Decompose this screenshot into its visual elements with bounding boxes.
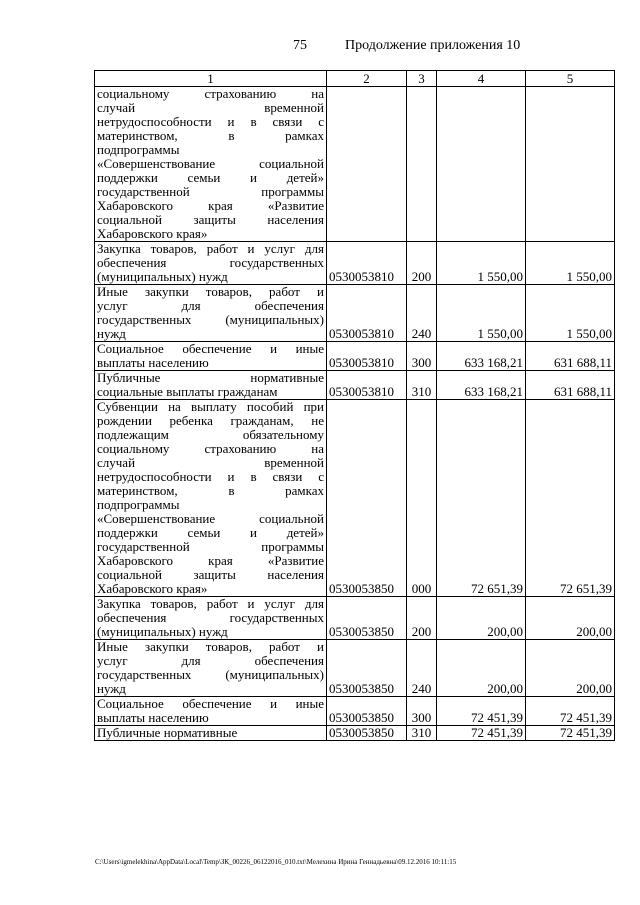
row-vr-cell: 310 xyxy=(407,726,437,741)
row-vr-cell xyxy=(407,87,437,242)
row-name-line: случай временной xyxy=(97,455,324,470)
row-name-line: подпрограммы xyxy=(97,497,180,512)
row-code-cell: 0530053850 xyxy=(327,640,407,697)
row-code-cell: 0530053810 xyxy=(327,371,407,400)
row-name-line: социальному страхованию на xyxy=(97,86,324,101)
row-code-cell xyxy=(327,87,407,242)
row-vr-cell: 240 xyxy=(407,285,437,342)
row-name-line: выплаты населению xyxy=(97,710,209,725)
row-name-cell xyxy=(95,640,327,697)
row-name-line: Публичные нормативные xyxy=(97,725,238,740)
row-value-5-cell: 631 688,11 xyxy=(526,371,615,400)
row-code-cell: 0530053810 xyxy=(327,285,407,342)
table-row xyxy=(95,400,615,597)
row-vr-cell: 000 xyxy=(407,400,437,597)
table-row xyxy=(95,597,615,640)
column-header-3: 3 xyxy=(407,71,437,87)
row-name-line: Хабаровского края» xyxy=(97,581,208,596)
row-name-line: социальной защиты населения xyxy=(97,212,324,227)
column-header-4: 4 xyxy=(437,71,526,87)
row-name-cell xyxy=(95,285,327,342)
table-row xyxy=(95,697,615,726)
row-name-line: «Совершенствование социальной xyxy=(97,156,324,171)
row-vr-cell: 240 xyxy=(407,640,437,697)
row-name-line: государственной программы xyxy=(97,184,324,199)
row-name-cell xyxy=(95,242,327,285)
row-code-cell: 0530053810 xyxy=(327,242,407,285)
row-name-line: социальной защиты населения xyxy=(97,567,324,582)
row-name-line: Социальное обеспечение и иные xyxy=(97,341,324,356)
row-value-4-cell: 633 168,21 xyxy=(437,342,526,371)
row-name-cell xyxy=(95,400,327,597)
row-name-line: Закупка товаров, работ и услуг для xyxy=(97,241,324,256)
row-value-5-cell: 72 451,39 xyxy=(526,726,615,741)
row-name-line: услуг для обеспечения xyxy=(97,653,324,668)
column-header-1: 1 xyxy=(95,71,327,87)
row-name-line: (муниципальных) нужд xyxy=(97,624,228,639)
row-name-line: Иные закупки товаров, работ и xyxy=(97,284,324,299)
row-name-cell xyxy=(95,697,327,726)
row-value-4-cell: 1 550,00 xyxy=(437,285,526,342)
row-vr-cell: 300 xyxy=(407,342,437,371)
table-row xyxy=(95,640,615,697)
row-value-5-cell: 72 651,39 xyxy=(526,400,615,597)
appendix-continuation-title: Продолжение приложения 10 xyxy=(345,38,521,53)
row-name-line: материнством, в рамках xyxy=(97,128,324,143)
row-code-cell: 0530053850 xyxy=(327,400,407,597)
row-name-line: поддержки семьи и детей» xyxy=(97,170,324,185)
row-value-4-cell: 72 451,39 xyxy=(437,697,526,726)
row-value-5-cell: 1 550,00 xyxy=(526,242,615,285)
row-name-line: рождении ребенка гражданам, не xyxy=(97,413,324,428)
row-name-line: обеспечения государственных xyxy=(97,610,324,625)
row-code-cell: 0530053850 xyxy=(327,597,407,640)
row-name-line: нужд xyxy=(97,681,126,696)
row-name-line: случай временной xyxy=(97,100,324,115)
row-code-cell: 0530053810 xyxy=(327,342,407,371)
row-name-line: выплаты населению xyxy=(97,355,209,370)
row-name-line: социальному страхованию на xyxy=(97,441,324,456)
table-row xyxy=(95,342,615,371)
row-name-line: Хабаровского края» xyxy=(97,226,208,241)
row-name-line: социальные выплаты гражданам xyxy=(97,384,278,399)
row-value-5-cell: 72 451,39 xyxy=(526,697,615,726)
row-value-4-cell: 1 550,00 xyxy=(437,242,526,285)
row-vr-cell: 310 xyxy=(407,371,437,400)
column-header-5: 5 xyxy=(526,71,615,87)
row-name-line: нужд xyxy=(97,326,126,341)
budget-table xyxy=(94,70,615,741)
row-name-line: Хабаровского края «Развитие xyxy=(97,553,324,568)
table-row xyxy=(95,371,615,400)
row-name-cell xyxy=(95,87,327,242)
row-value-4-cell xyxy=(437,87,526,242)
row-vr-cell: 200 xyxy=(407,242,437,285)
row-name-line: Субвенции на выплату пособий при xyxy=(97,399,324,414)
row-name-line: Закупка товаров, работ и услуг для xyxy=(97,596,324,611)
table-row xyxy=(95,242,615,285)
page-header xyxy=(0,38,640,58)
row-value-5-cell: 200,00 xyxy=(526,597,615,640)
table-row xyxy=(95,285,615,342)
row-name-line: материнством, в рамках xyxy=(97,483,324,498)
row-name-line: (муниципальных) нужд xyxy=(97,269,228,284)
row-name-line: услуг для обеспечения xyxy=(97,298,324,313)
row-name-cell xyxy=(95,371,327,400)
row-name-line: государственных (муниципальных) xyxy=(97,667,324,682)
row-name-line: обеспечения государственных xyxy=(97,255,324,270)
row-name-cell xyxy=(95,342,327,371)
row-value-4-cell: 72 451,39 xyxy=(437,726,526,741)
document-path-footer: C:\Users\igmelekhina\AppData\Local\Temp\ЗК_00226_06122016_010.txt\Мелехина Ирина Геннадьевна\09.12.2016 10:11:15 xyxy=(95,858,457,866)
row-code-cell: 0530053850 xyxy=(327,697,407,726)
table-row xyxy=(95,726,615,741)
row-name-line: поддержки семьи и детей» xyxy=(97,525,324,540)
row-name-line: подлежащим обязательному xyxy=(97,427,324,442)
column-number-row xyxy=(95,71,615,87)
row-vr-cell: 300 xyxy=(407,697,437,726)
row-code-cell: 0530053850 xyxy=(327,726,407,741)
row-value-5-cell: 200,00 xyxy=(526,640,615,697)
row-name-line: «Совершенствование социальной xyxy=(97,511,324,526)
row-name-cell xyxy=(95,597,327,640)
row-value-4-cell: 72 651,39 xyxy=(437,400,526,597)
row-name-line: Иные закупки товаров, работ и xyxy=(97,639,324,654)
row-name-line: нетрудоспособности и в связи с xyxy=(97,114,324,129)
row-name-line: подпрограммы xyxy=(97,142,180,157)
row-value-4-cell: 200,00 xyxy=(437,597,526,640)
row-name-line: государственной программы xyxy=(97,539,324,554)
row-vr-cell: 200 xyxy=(407,597,437,640)
row-value-5-cell: 1 550,00 xyxy=(526,285,615,342)
row-value-4-cell: 200,00 xyxy=(437,640,526,697)
row-name-line: нетрудоспособности и в связи с xyxy=(97,469,324,484)
row-name-line: Социальное обеспечение и иные xyxy=(97,696,324,711)
row-name-cell xyxy=(95,726,327,741)
table-row xyxy=(95,87,615,242)
row-name-line: государственных (муниципальных) xyxy=(97,312,324,327)
row-value-4-cell: 633 168,21 xyxy=(437,371,526,400)
row-value-5-cell xyxy=(526,87,615,242)
row-value-5-cell: 631 688,11 xyxy=(526,342,615,371)
column-header-2: 2 xyxy=(327,71,407,87)
row-name-line: Хабаровского края «Развитие xyxy=(97,198,324,213)
page-number: 75 xyxy=(293,38,307,53)
row-name-line: Публичные нормативные xyxy=(97,370,324,385)
